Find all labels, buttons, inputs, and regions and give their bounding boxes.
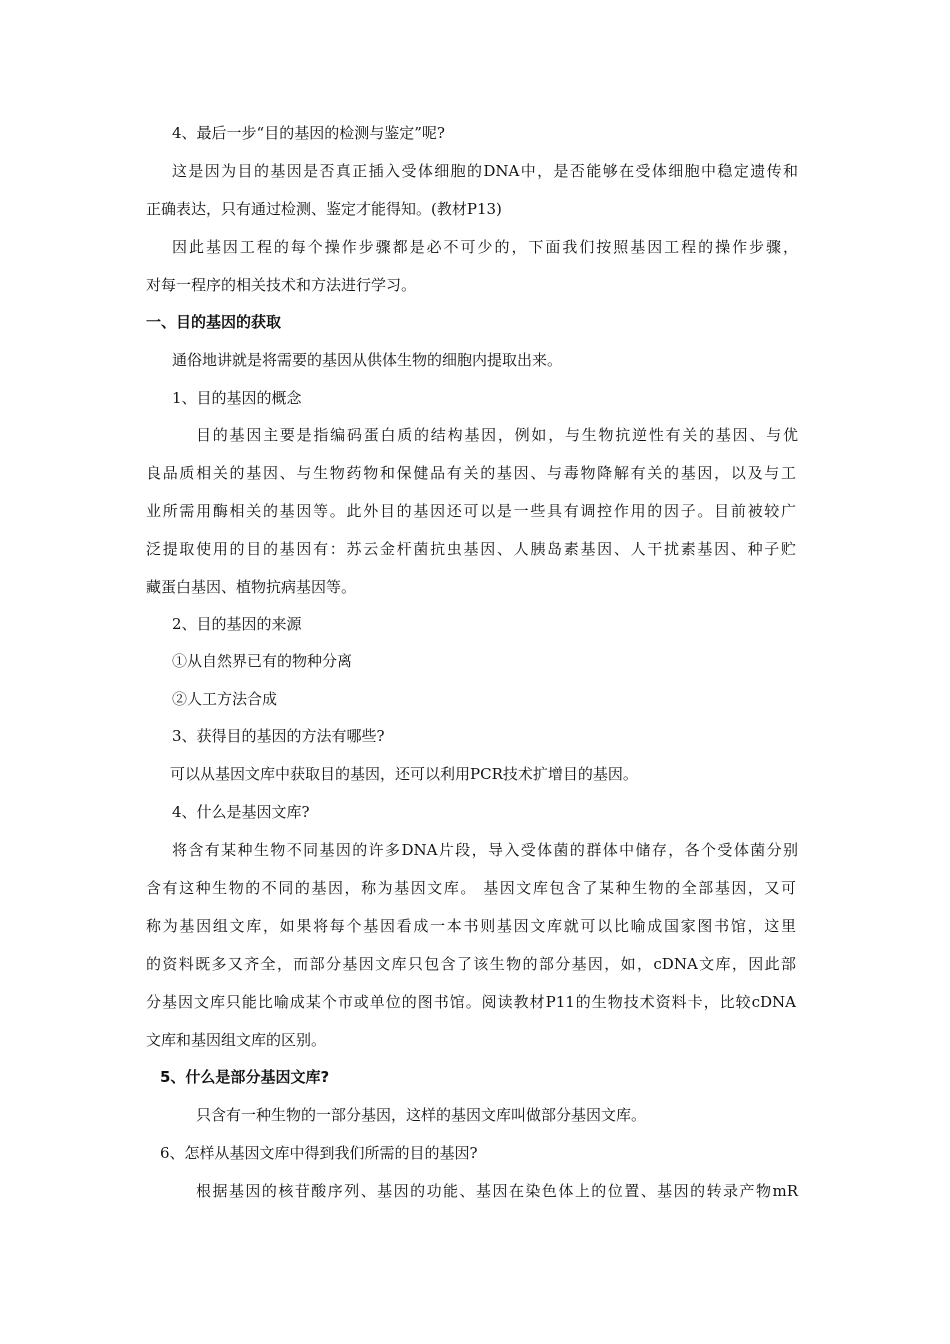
paragraph-line: 根据基因的核苷酸序列、基因的功能、基因在染色体上的位置、基因的转录产物mR	[196, 1182, 798, 1200]
paragraph-line: 因此基因工程的每个操作步骤都是必不可少的，下面我们按照基因工程的操作步骤，	[172, 238, 798, 256]
subheading-source: 2、目的基因的来源	[172, 615, 302, 633]
paragraph-line: 分基因文库只能比喻成某个市或单位的图书馆。阅读教材P11的生物技术资料卡，比较cDNA	[146, 993, 796, 1011]
paragraph-line: 目的基因主要是指编码蛋白质的结构基因，例如，与生物抗逆性有关的基因、与优	[196, 426, 798, 444]
paragraph-line: 通俗地讲就是将需要的基因从供体生物的细胞内提取出来。	[172, 351, 563, 369]
paragraph-line: 对每一程序的相关技术和方法进行学习。	[146, 276, 417, 294]
paragraph-line: 正确表达，只有通过检测、鉴定才能得知。(教材P13)	[146, 200, 502, 218]
subheading-gene-library: 4、什么是基因文库?	[172, 803, 310, 821]
subheading-partial-library: 5、什么是部分基因文库?	[160, 1068, 330, 1086]
paragraph-line: 良品质相关的基因、与生物药物和保健品有关的基因、与毒物降解有关的基因，以及与工	[146, 464, 796, 482]
paragraph-line: 的资料既多又齐全，而部分基因文库只包含了该生物的部分基因，如，cDNA文库，因此部	[146, 955, 796, 973]
paragraph-line: 可以从基因文库中获取目的基因，还可以利用PCR技术扩增目的基因。	[170, 765, 638, 783]
list-item: ①从自然界已有的物种分离	[172, 652, 353, 670]
paragraph-line: 含有这种生物的不同的基因，称为基因文库。 基因文库包含了某种生物的全部基因，又可	[146, 879, 796, 897]
paragraph-line: 只含有一种生物的一部分基因，这样的基因文库叫做部分基因文库。	[196, 1106, 647, 1124]
paragraph-line: 业所需用酶相关的基因等。此外目的基因还可以是一些具有调控作用的因子。目前被较广	[146, 502, 796, 520]
paragraph-line: 藏蛋白基因、植物抗病基因等。	[146, 578, 357, 596]
subheading-concept: 1、目的基因的概念	[172, 389, 302, 407]
paragraph-line: 泛提取使用的目的基因有：苏云金杆菌抗虫基因、人胰岛素基因、人干扰素基因、种子贮	[146, 540, 796, 558]
paragraph-line: 称为基因组文库，如果将每个基因看成一本书则基因文库就可以比喻成国家图书馆，这里	[146, 917, 796, 935]
section-heading-1: 一、目的基因的获取	[146, 313, 282, 331]
paragraph-line: 文库和基因组文库的区别。	[146, 1031, 327, 1049]
question-4-detection: 4、最后一步“目的基因的检测与鉴定”呢?	[172, 124, 445, 142]
paragraph-line: 这是因为目的基因是否真正插入受体细胞的DNA中，是否能够在受体细胞中稳定遗传和	[172, 162, 798, 180]
subheading-methods: 3、获得目的基因的方法有哪些?	[172, 727, 385, 745]
list-item: ②人工方法合成	[172, 690, 278, 708]
subheading-obtain-gene: 6、怎样从基因文库中得到我们所需的目的基因?	[160, 1144, 478, 1162]
paragraph-line: 将含有某种生物不同基因的许多DNA片段，导入受体菌的群体中储存，各个受体菌分别	[172, 841, 798, 859]
